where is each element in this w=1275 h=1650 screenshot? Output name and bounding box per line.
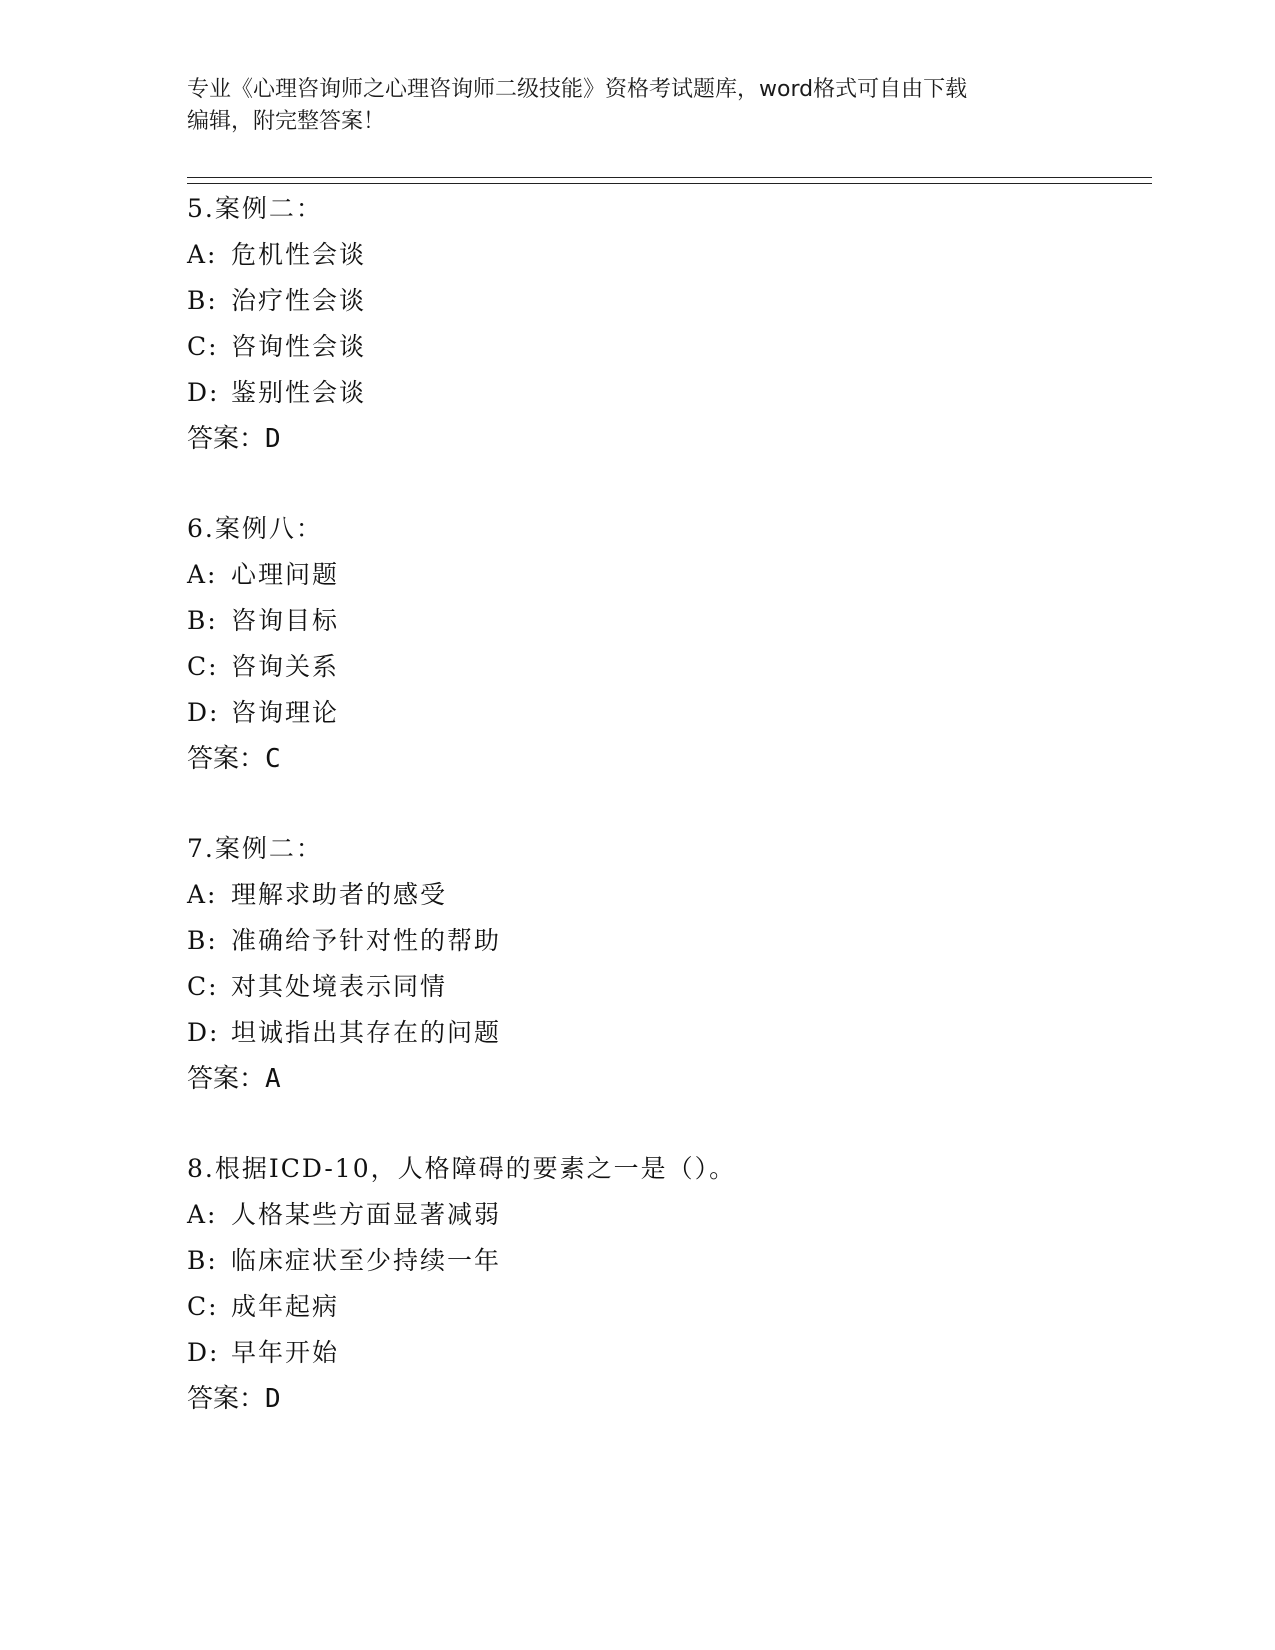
answer-value: D xyxy=(265,424,281,454)
option-b xyxy=(187,598,1087,644)
option-b xyxy=(187,918,1087,964)
option-a xyxy=(187,552,1087,598)
option-c xyxy=(187,964,1087,1010)
option-letter: A: xyxy=(187,1200,218,1229)
option-letter: D: xyxy=(187,1338,220,1367)
option-d xyxy=(187,690,1087,736)
option-text: 咨询目标 xyxy=(231,606,340,635)
answer-line xyxy=(187,1056,1087,1102)
option-c xyxy=(187,1284,1087,1330)
document-header xyxy=(187,74,1067,138)
option-letter: C: xyxy=(187,652,219,681)
option-letter: B: xyxy=(187,606,218,635)
answer-line xyxy=(187,1376,1087,1422)
option-text: 早年开始 xyxy=(231,1338,340,1367)
answer-label: 答案： xyxy=(187,1064,266,1094)
option-letter: D: xyxy=(187,698,220,727)
option-letter: C: xyxy=(187,1292,219,1321)
option-text: 咨询理论 xyxy=(231,698,340,727)
answer-label: 答案： xyxy=(187,1384,266,1414)
option-a xyxy=(187,872,1087,918)
header-line-2: 编辑，附完整答案！ xyxy=(187,109,386,134)
question-block xyxy=(187,1146,1087,1422)
option-a xyxy=(187,1192,1087,1238)
option-text: 心理问题 xyxy=(231,560,340,589)
option-letter: B: xyxy=(187,926,218,955)
option-d xyxy=(187,1010,1087,1056)
question-title: 7.案例二： xyxy=(187,834,323,863)
option-letter: D: xyxy=(187,378,220,407)
answer-line xyxy=(187,736,1087,782)
option-c xyxy=(187,324,1087,370)
option-d xyxy=(187,370,1087,416)
option-text: 对其处境表示同情 xyxy=(231,972,448,1001)
answer-value: D xyxy=(265,1384,281,1414)
option-b xyxy=(187,278,1087,324)
option-letter: A: xyxy=(187,880,218,909)
option-text: 治疗性会谈 xyxy=(231,286,367,315)
question-block xyxy=(187,506,1087,782)
option-d xyxy=(187,1330,1087,1376)
option-letter: D: xyxy=(187,1018,220,1047)
option-text: 鉴别性会谈 xyxy=(231,378,367,407)
header-divider-bottom xyxy=(187,183,1152,184)
answer-value: C xyxy=(265,744,281,774)
option-a xyxy=(187,232,1087,278)
answer-label: 答案： xyxy=(187,424,266,454)
option-text: 准确给予针对性的帮助 xyxy=(231,926,502,955)
option-letter: B: xyxy=(187,1246,218,1275)
option-text: 成年起病 xyxy=(231,1292,340,1321)
question-title: 6.案例八： xyxy=(187,514,323,543)
option-letter: C: xyxy=(187,972,219,1001)
option-text: 临床症状至少持续一年 xyxy=(231,1246,502,1275)
question-title: 8.根据ICD-10，人格障碍的要素之一是（）。 xyxy=(187,1154,737,1183)
option-text: 咨询关系 xyxy=(231,652,340,681)
option-text: 危机性会谈 xyxy=(231,240,367,269)
option-letter: B: xyxy=(187,286,218,315)
option-letter: C: xyxy=(187,332,219,361)
option-c xyxy=(187,644,1087,690)
question-block xyxy=(187,826,1087,1102)
option-text: 咨询性会谈 xyxy=(231,332,367,361)
option-text: 人格某些方面显著减弱 xyxy=(231,1200,502,1229)
option-letter: A: xyxy=(187,560,218,589)
header-line-1: 专业《心理咨询师之心理咨询师二级技能》资格考试题库，word格式可自由下载 xyxy=(187,77,968,102)
option-text: 理解求助者的感受 xyxy=(231,880,448,909)
answer-label: 答案： xyxy=(187,744,266,774)
option-text: 坦诚指出其存在的问题 xyxy=(231,1018,502,1047)
question-block xyxy=(187,186,1087,462)
answer-value: A xyxy=(265,1064,281,1094)
option-b xyxy=(187,1238,1087,1284)
question-title: 5.案例二： xyxy=(187,194,323,223)
option-letter: A: xyxy=(187,240,218,269)
answer-line xyxy=(187,416,1087,462)
header-divider-top xyxy=(187,177,1152,178)
